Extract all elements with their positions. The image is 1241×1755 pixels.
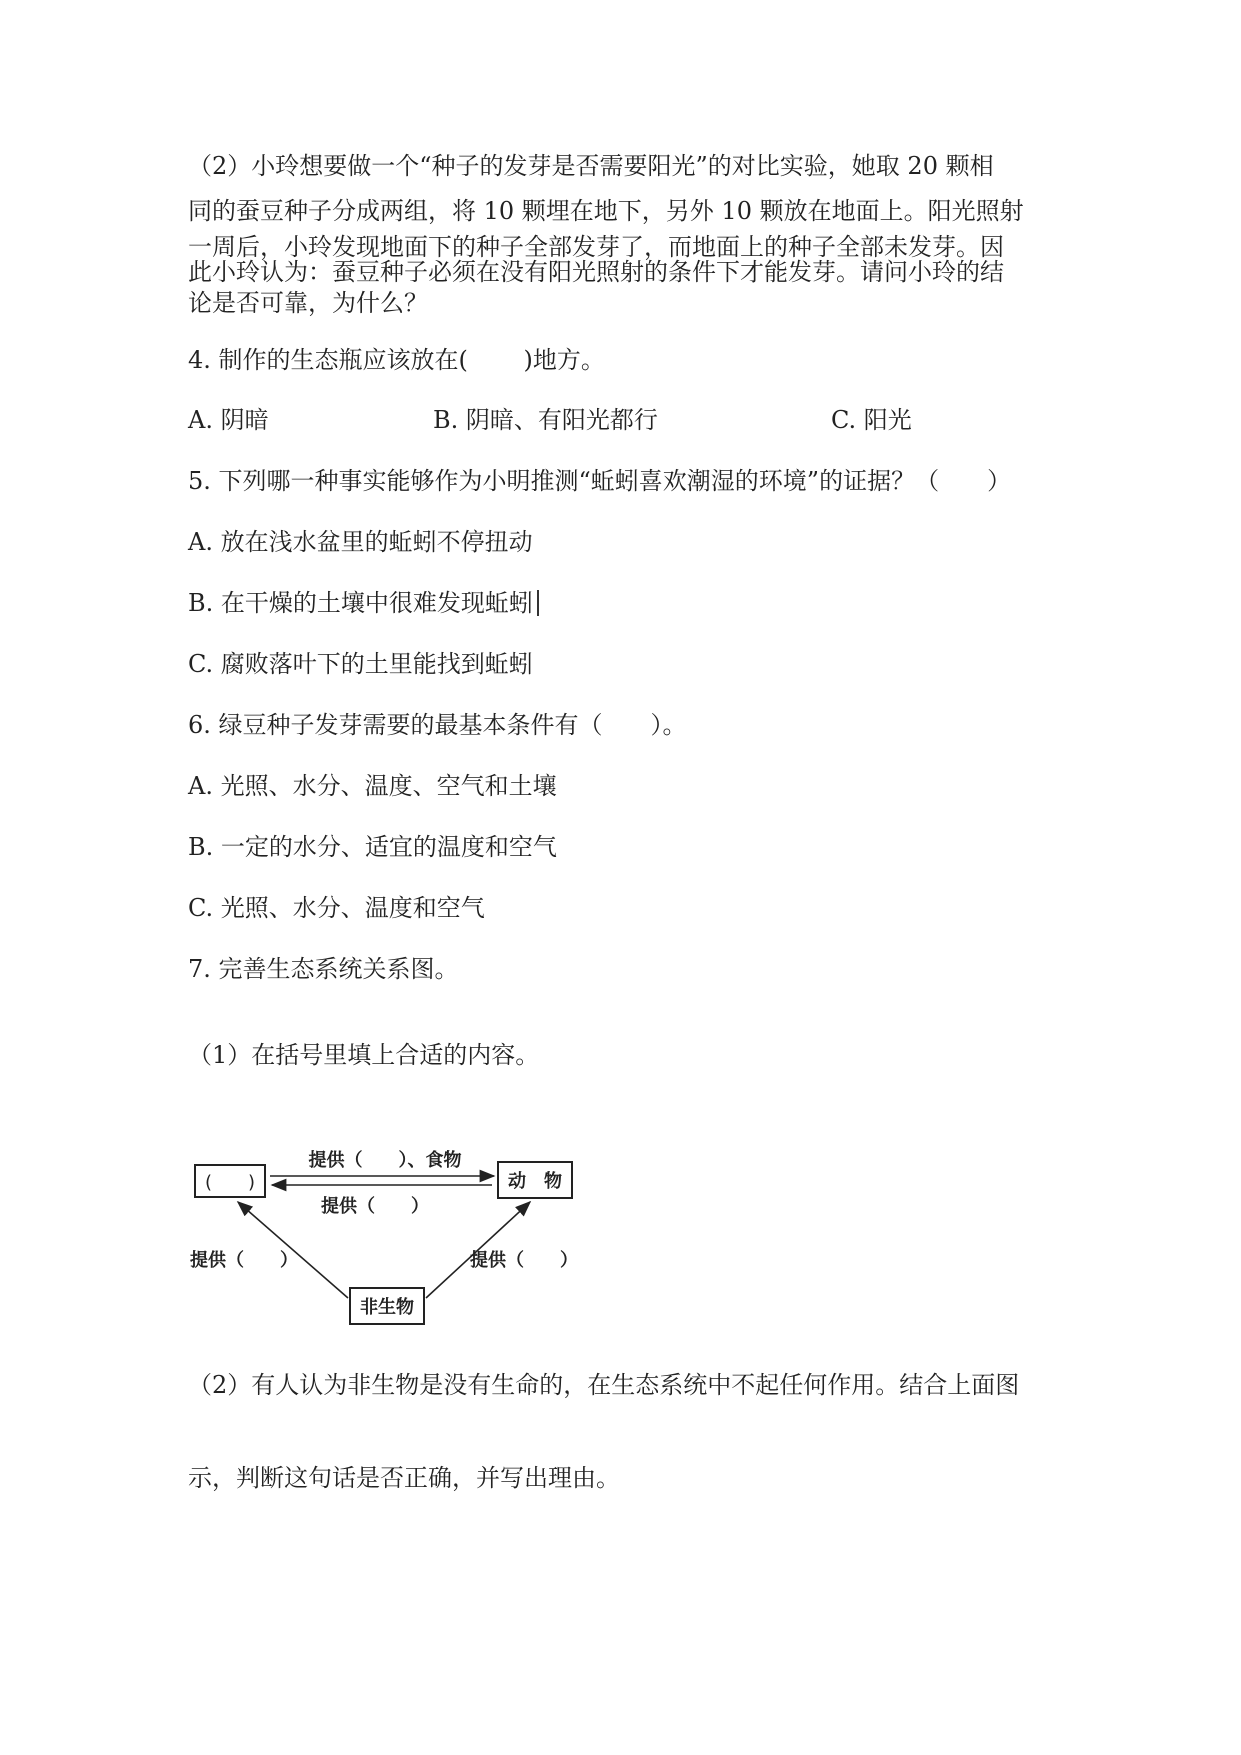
q7-part2-line-1: （2）有人认为非生物是没有生命的，在生态系统中不起任何作用。结合上面图 bbox=[188, 1371, 1020, 1399]
q6-stem: 6. 绿豆种子发芽需要的最基本条件有（ ）。 bbox=[188, 711, 687, 739]
q5-stem: 5. 下列哪一种事实能够作为小明推测“蚯蚓喜欢潮湿的环境”的证据？（ ） bbox=[188, 467, 1012, 495]
q4-stem: 4. 制作的生态瓶应该放在( )地方。 bbox=[188, 346, 605, 374]
q7-stem: 7. 完善生态系统关系图。 bbox=[188, 955, 459, 983]
q7-part2-line-2: 示，判断这句话是否正确，并写出理由。 bbox=[188, 1464, 620, 1492]
left-diag-label: 提供（ ） bbox=[190, 1250, 298, 1271]
q4-option-c: C. 阳光 bbox=[831, 406, 912, 434]
nonliving-box-label: 非生物 bbox=[360, 1297, 414, 1318]
q3-part2-line-4: 此小玲认为：蚕豆种子必须在没有阳光照射的条件下才能发芽。请问小玲的结 bbox=[188, 258, 1004, 286]
q3-part2-line-1: （2）小玲想要做一个“种子的发芽是否需要阳光”的对比实验，她取 20 颗相 bbox=[188, 152, 994, 180]
animal-box-label: 动 物 bbox=[508, 1171, 562, 1192]
text-cursor bbox=[537, 590, 539, 616]
q7-part1: （1）在括号里填上合适的内容。 bbox=[188, 1041, 540, 1069]
q5-option-b: B. 在干燥的土壤中很难发现蚯蚓 bbox=[188, 589, 533, 617]
producer-box-label: ( ) bbox=[204, 1172, 256, 1193]
q3-part2-line-2: 同的蚕豆种子分成两组，将 10 颗埋在地下，另外 10 颗放在地面上。阳光照射 bbox=[188, 197, 1024, 225]
q3-part2-line-3: 一周后，小玲发现地面下的种子全部发芽了，而地面上的种子全部未发芽。因 bbox=[188, 233, 1004, 261]
q6-option-b: B. 一定的水分、适宜的温度和空气 bbox=[188, 833, 557, 861]
q4-option-a: A. 阴暗 bbox=[188, 406, 269, 434]
q6-option-c: C. 光照、水分、温度和空气 bbox=[188, 894, 485, 922]
ecosystem-diagram bbox=[180, 1140, 600, 1340]
q6-option-a: A. 光照、水分、温度、空气和土壤 bbox=[188, 772, 557, 800]
q3-part2-line-5: 论是否可靠，为什么？ bbox=[188, 289, 428, 317]
q4-option-b: B. 阴暗、有阳光都行 bbox=[433, 406, 658, 434]
q5-option-b-row bbox=[188, 588, 539, 618]
bottom-arrow-label: 提供（ ） bbox=[321, 1196, 429, 1217]
right-diag-label: 提供（ ） bbox=[470, 1250, 578, 1271]
q5-option-a: A. 放在浅水盆里的蚯蚓不停扭动 bbox=[188, 528, 533, 556]
q5-option-c: C. 腐败落叶下的土里能找到蚯蚓 bbox=[188, 650, 533, 678]
top-arrow-label: 提供（ ）、食物 bbox=[308, 1150, 462, 1171]
